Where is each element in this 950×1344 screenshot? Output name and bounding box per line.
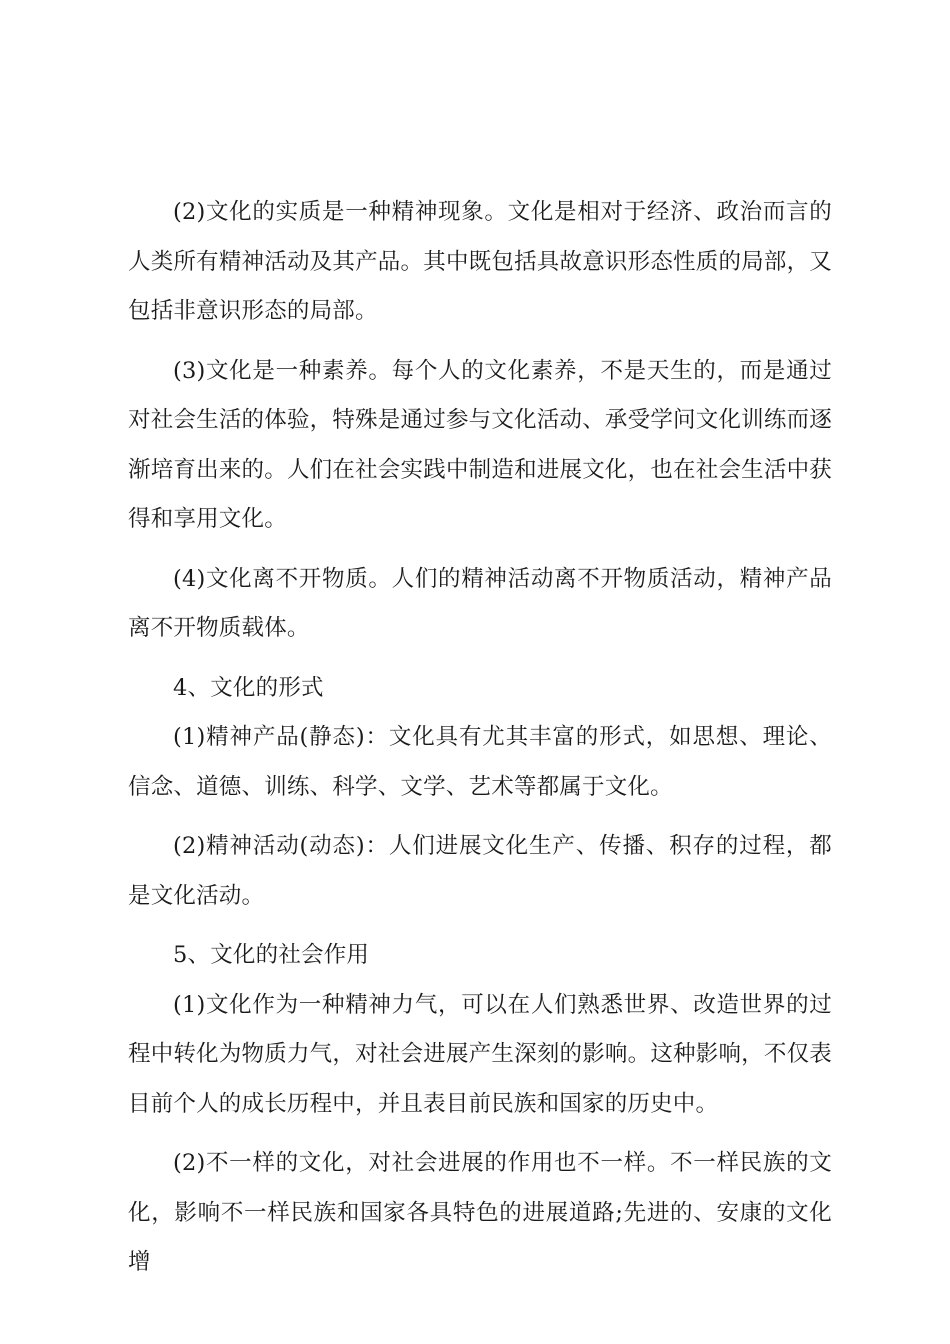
paragraph-spiritual-products: (1)精神产品(静态)：文化具有尤其丰富的形式，如思想、理论、信念、道德、训练、科学、文学、艺术等都属于文化。 <box>128 724 832 800</box>
paragraph-different-cultures: (2)不一样的文化，对社会进展的作用也不一样。不一样民族的文化，影响不一样民族和国家各具特色的进展道路;先进的、安康的文化增 <box>128 1150 832 1275</box>
section-heading-culture-forms: 4、文化的形式 <box>173 674 324 701</box>
paragraph-spiritual-force: (1)文化作为一种精神力气，可以在人们熟悉世界、改造世界的过程中转化为物质力气，对社会进展产生深刻的影响。这种影响，不仅表目前个人的成长历程中，并且表目前民族和国家的历史中。 <box>128 991 832 1117</box>
paragraph-culture-literacy: (3)文化是一种素养。每个人的文化素养，不是天生的，而是通过对社会生活的体验，特殊是通过参与文化活动、承受学问文化训练而逐渐培育出来的。人们在社会实践中制造和进展文化，也在社会生活中获得和享用文化。 <box>128 357 832 532</box>
document-body <box>128 188 832 1298</box>
paragraph-culture-essence: (2)文化的实质是一种精神现象。文化是相对于经济、政治而言的人类所有精神活动及其产品。其中既包括具故意识形态性质的局部，又包括非意识形态的局部。 <box>128 199 832 324</box>
section-heading-social-role: 5、文化的社会作用 <box>173 942 370 968</box>
paragraph-culture-material: (4)文化离不开物质。人们的精神活动离不开物质活动，精神产品离不开物质载体。 <box>128 565 832 641</box>
paragraph-spiritual-activities: (2)精神活动(动态)：人们进展文化生产、传播、积存的过程，都是文化活动。 <box>128 833 832 909</box>
